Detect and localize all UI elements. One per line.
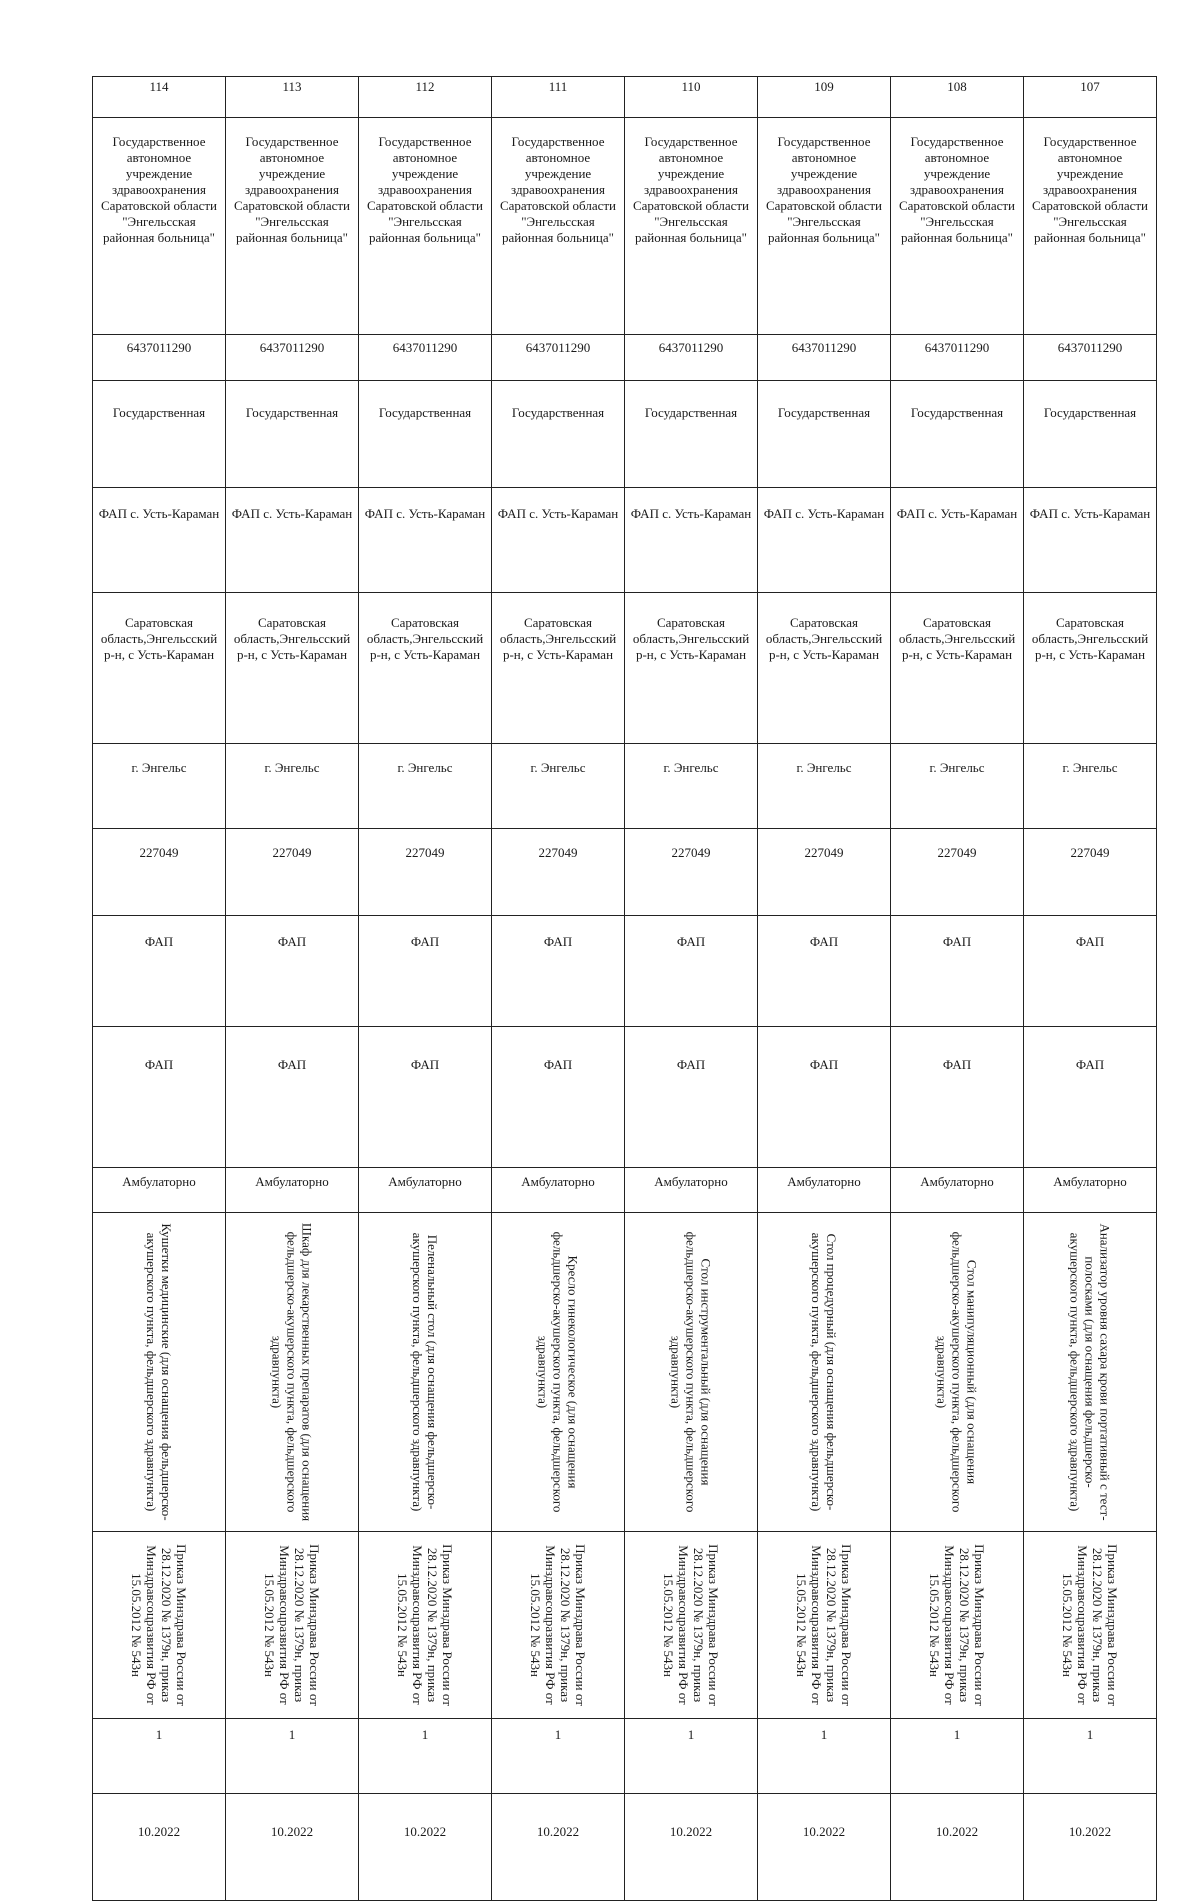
legal-basis-text: Приказ Минздрава России от 28.12.2020 № 1379н, приказ Минздравсоцразвития РФ от 15.05.2012 № 543н [528,1544,588,1706]
cell-city: г. Энгельс [758,744,891,829]
cell-inn: 6437011290 [93,335,226,381]
cell-legal-basis [93,1532,226,1719]
cell-code: 227049 [226,829,359,916]
cell-number: 114 [93,77,226,118]
cell-address: Саратовская область,Энгельсский р-н, с Усть-Караман [891,593,1024,744]
row-ownership [93,381,1157,488]
row-organization [93,118,1157,335]
cell-organization: Государственное автономное учреждение здравоохранения Саратовской области "Энгельсская районная больница" [492,118,625,335]
cell-date: 10.2022 [758,1794,891,1901]
cell-facility-name: ФАП с. Усть-Караман [226,488,359,593]
cell-code: 227049 [891,829,1024,916]
cell-facility-type: ФАП [492,916,625,1027]
cell-code: 227049 [93,829,226,916]
cell-address: Саратовская область,Энгельсский р-н, с Усть-Караман [625,593,758,744]
row-address [93,593,1157,744]
legal-basis-text: Приказ Минздрава России от 28.12.2020 № 1379н, приказ Минздравсоцразвития РФ от 15.05.2012 № 543н [794,1544,854,1706]
cell-facility-type: ФАП [226,916,359,1027]
cell-equipment [891,1213,1024,1532]
cell-number: 108 [891,77,1024,118]
cell-organization: Государственное автономное учреждение здравоохранения Саратовской области "Энгельсская районная больница" [625,118,758,335]
cell-address: Саратовская область,Энгельсский р-н, с Усть-Караман [93,593,226,744]
cell-legal-basis [359,1532,492,1719]
row-subdivision [93,1027,1157,1168]
cell-address: Саратовская область,Энгельсский р-н, с Усть-Караман [1024,593,1157,744]
cell-date: 10.2022 [891,1794,1024,1901]
cell-quantity: 1 [93,1719,226,1794]
cell-ownership: Государственная [625,381,758,488]
cell-ownership: Государственная [758,381,891,488]
cell-care-condition: Амбулаторно [1024,1168,1157,1213]
cell-care-condition: Амбулаторно [758,1168,891,1213]
row-legal-basis [93,1532,1157,1719]
cell-date: 10.2022 [1024,1794,1157,1901]
legal-basis-text: Приказ Минздрава России от 28.12.2020 № 1379н, приказ Минздравсоцразвития РФ от 15.05.2012 № 543н [1060,1544,1120,1706]
cell-subdivision: ФАП [226,1027,359,1168]
cell-quantity: 1 [758,1719,891,1794]
cell-inn: 6437011290 [1024,335,1157,381]
cell-facility-name: ФАП с. Усть-Караман [891,488,1024,593]
cell-legal-basis [758,1532,891,1719]
cell-number: 113 [226,77,359,118]
cell-care-condition: Амбулаторно [625,1168,758,1213]
cell-inn: 6437011290 [758,335,891,381]
cell-equipment [93,1213,226,1532]
cell-facility-type: ФАП [891,916,1024,1027]
cell-subdivision: ФАП [625,1027,758,1168]
cell-equipment [359,1213,492,1532]
cell-city: г. Энгельс [93,744,226,829]
cell-organization: Государственное автономное учреждение здравоохранения Саратовской области "Энгельсская районная больница" [1024,118,1157,335]
legal-basis-text: Приказ Минздрава России от 28.12.2020 № 1379н, приказ Минздравсоцразвития РФ от 15.05.2012 № 543н [129,1544,189,1706]
cell-facility-type: ФАП [1024,916,1157,1027]
cell-facility-type: ФАП [359,916,492,1027]
equipment-text: Стол процедурный (для оснащения фельдшерско-акушерского пункта, фельдшерского здравпункта) [809,1232,839,1512]
cell-subdivision: ФАП [492,1027,625,1168]
cell-care-condition: Амбулаторно [492,1168,625,1213]
cell-city: г. Энгельс [226,744,359,829]
cell-city: г. Энгельс [625,744,758,829]
cell-code: 227049 [758,829,891,916]
cell-legal-basis [625,1532,758,1719]
cell-facility-type: ФАП [625,916,758,1027]
cell-ownership: Государственная [1024,381,1157,488]
cell-equipment [226,1213,359,1532]
cell-number: 107 [1024,77,1157,118]
cell-legal-basis [492,1532,625,1719]
cell-number: 109 [758,77,891,118]
cell-legal-basis [226,1532,359,1719]
cell-city: г. Энгельс [891,744,1024,829]
row-inn [93,335,1157,381]
cell-ownership: Государственная [492,381,625,488]
cell-date: 10.2022 [93,1794,226,1901]
cell-code: 227049 [1024,829,1157,916]
cell-city: г. Энгельс [359,744,492,829]
cell-subdivision: ФАП [93,1027,226,1168]
cell-legal-basis [891,1532,1024,1719]
cell-organization: Государственное автономное учреждение здравоохранения Саратовской области "Энгельсская районная больница" [758,118,891,335]
legal-basis-text: Приказ Минздрава России от 28.12.2020 № 1379н, приказ Минздравсоцразвития РФ от 15.05.2012 № 543н [661,1544,721,1706]
equipment-table [92,76,1157,1901]
cell-quantity: 1 [625,1719,758,1794]
cell-date: 10.2022 [359,1794,492,1901]
cell-legal-basis [1024,1532,1157,1719]
cell-equipment [1024,1213,1157,1532]
cell-organization: Государственное автономное учреждение здравоохранения Саратовской области "Энгельсская районная больница" [226,118,359,335]
cell-address: Саратовская область,Энгельсский р-н, с Усть-Караман [492,593,625,744]
cell-care-condition: Амбулаторно [891,1168,1024,1213]
equipment-text: Пеленальный стол (для оснащения фельдшерско-акушерского пункта, фельдшерского здравпункта) [410,1232,440,1512]
cell-ownership: Государственная [93,381,226,488]
cell-subdivision: ФАП [891,1027,1024,1168]
cell-ownership: Государственная [226,381,359,488]
cell-inn: 6437011290 [625,335,758,381]
cell-care-condition: Амбулаторно [359,1168,492,1213]
cell-date: 10.2022 [625,1794,758,1901]
cell-inn: 6437011290 [359,335,492,381]
row-number [93,77,1157,118]
cell-address: Саратовская область,Энгельсский р-н, с Усть-Караман [226,593,359,744]
cell-subdivision: ФАП [359,1027,492,1168]
cell-facility-name: ФАП с. Усть-Караман [758,488,891,593]
cell-quantity: 1 [1024,1719,1157,1794]
row-care-condition [93,1168,1157,1213]
legal-basis-text: Приказ Минздрава России от 28.12.2020 № 1379н, приказ Минздравсоцразвития РФ от 15.05.2012 № 543н [395,1544,455,1706]
legal-basis-text: Приказ Минздрава России от 28.12.2020 № 1379н, приказ Минздравсоцразвития РФ от 15.05.2012 № 543н [927,1544,987,1706]
cell-code: 227049 [359,829,492,916]
equipment-text: Стол инструментальный (для оснащения фельдшерско-акушерского пункта, фельдшерского здравпункта) [668,1231,714,1513]
equipment-text: Кресло гинекологическое (для оснащения фельдшерско-акушерского пункта, фельдшерского здравпункта) [535,1231,581,1513]
cell-address: Саратовская область,Энгельсский р-н, с Усть-Караман [758,593,891,744]
cell-code: 227049 [625,829,758,916]
cell-facility-type: ФАП [93,916,226,1027]
cell-equipment [625,1213,758,1532]
row-facility-type [93,916,1157,1027]
equipment-text: Стол манипуляционный (для оснащения фельдшерско-акушерского пункта, фельдшерского здравпункта) [934,1231,980,1513]
cell-inn: 6437011290 [492,335,625,381]
cell-quantity: 1 [359,1719,492,1794]
cell-equipment [492,1213,625,1532]
cell-facility-name: ФАП с. Усть-Караман [93,488,226,593]
cell-ownership: Государственная [891,381,1024,488]
cell-ownership: Государственная [359,381,492,488]
cell-facility-name: ФАП с. Усть-Караман [492,488,625,593]
cell-quantity: 1 [226,1719,359,1794]
cell-address: Саратовская область,Энгельсский р-н, с Усть-Караман [359,593,492,744]
cell-quantity: 1 [891,1719,1024,1794]
equipment-text: Анализатор уровня сахара крови портативный с тест-полосками (для оснащения фельдшерско-акушерского пункта, фельдшерского здравпункта) [1067,1223,1113,1521]
cell-inn: 6437011290 [891,335,1024,381]
cell-facility-name: ФАП с. Усть-Караман [1024,488,1157,593]
cell-subdivision: ФАП [758,1027,891,1168]
cell-organization: Государственное автономное учреждение здравоохранения Саратовской области "Энгельсская районная больница" [891,118,1024,335]
cell-date: 10.2022 [226,1794,359,1901]
cell-organization: Государственное автономное учреждение здравоохранения Саратовской области "Энгельсская районная больница" [359,118,492,335]
cell-organization: Государственное автономное учреждение здравоохранения Саратовской области "Энгельсская районная больница" [93,118,226,335]
cell-equipment [758,1213,891,1532]
cell-care-condition: Амбулаторно [93,1168,226,1213]
row-code [93,829,1157,916]
cell-inn: 6437011290 [226,335,359,381]
cell-number: 111 [492,77,625,118]
cell-quantity: 1 [492,1719,625,1794]
row-equipment [93,1213,1157,1532]
cell-city: г. Энгельс [1024,744,1157,829]
cell-code: 227049 [492,829,625,916]
cell-number: 112 [359,77,492,118]
equipment-text: Кушетки медицинские (для оснащения фельдшерско-акушерского пункта, фельдшерского здравпункта) [144,1223,174,1521]
cell-care-condition: Амбулаторно [226,1168,359,1213]
cell-facility-name: ФАП с. Усть-Караман [625,488,758,593]
row-quantity [93,1719,1157,1794]
row-facility-name [93,488,1157,593]
cell-facility-type: ФАП [758,916,891,1027]
row-date [93,1794,1157,1901]
row-city [93,744,1157,829]
cell-city: г. Энгельс [492,744,625,829]
cell-facility-name: ФАП с. Усть-Караман [359,488,492,593]
legal-basis-text: Приказ Минздрава России от 28.12.2020 № 1379н, приказ Минздравсоцразвития РФ от 15.05.2012 № 543н [262,1544,322,1706]
equipment-text: Шкаф для лекарственных препаратов (для оснащения фельдшерско-акушерского пункта, фельдшерского здравпункта) [269,1222,315,1522]
cell-number: 110 [625,77,758,118]
document-sheet [92,76,1156,1839]
cell-subdivision: ФАП [1024,1027,1157,1168]
cell-date: 10.2022 [492,1794,625,1901]
